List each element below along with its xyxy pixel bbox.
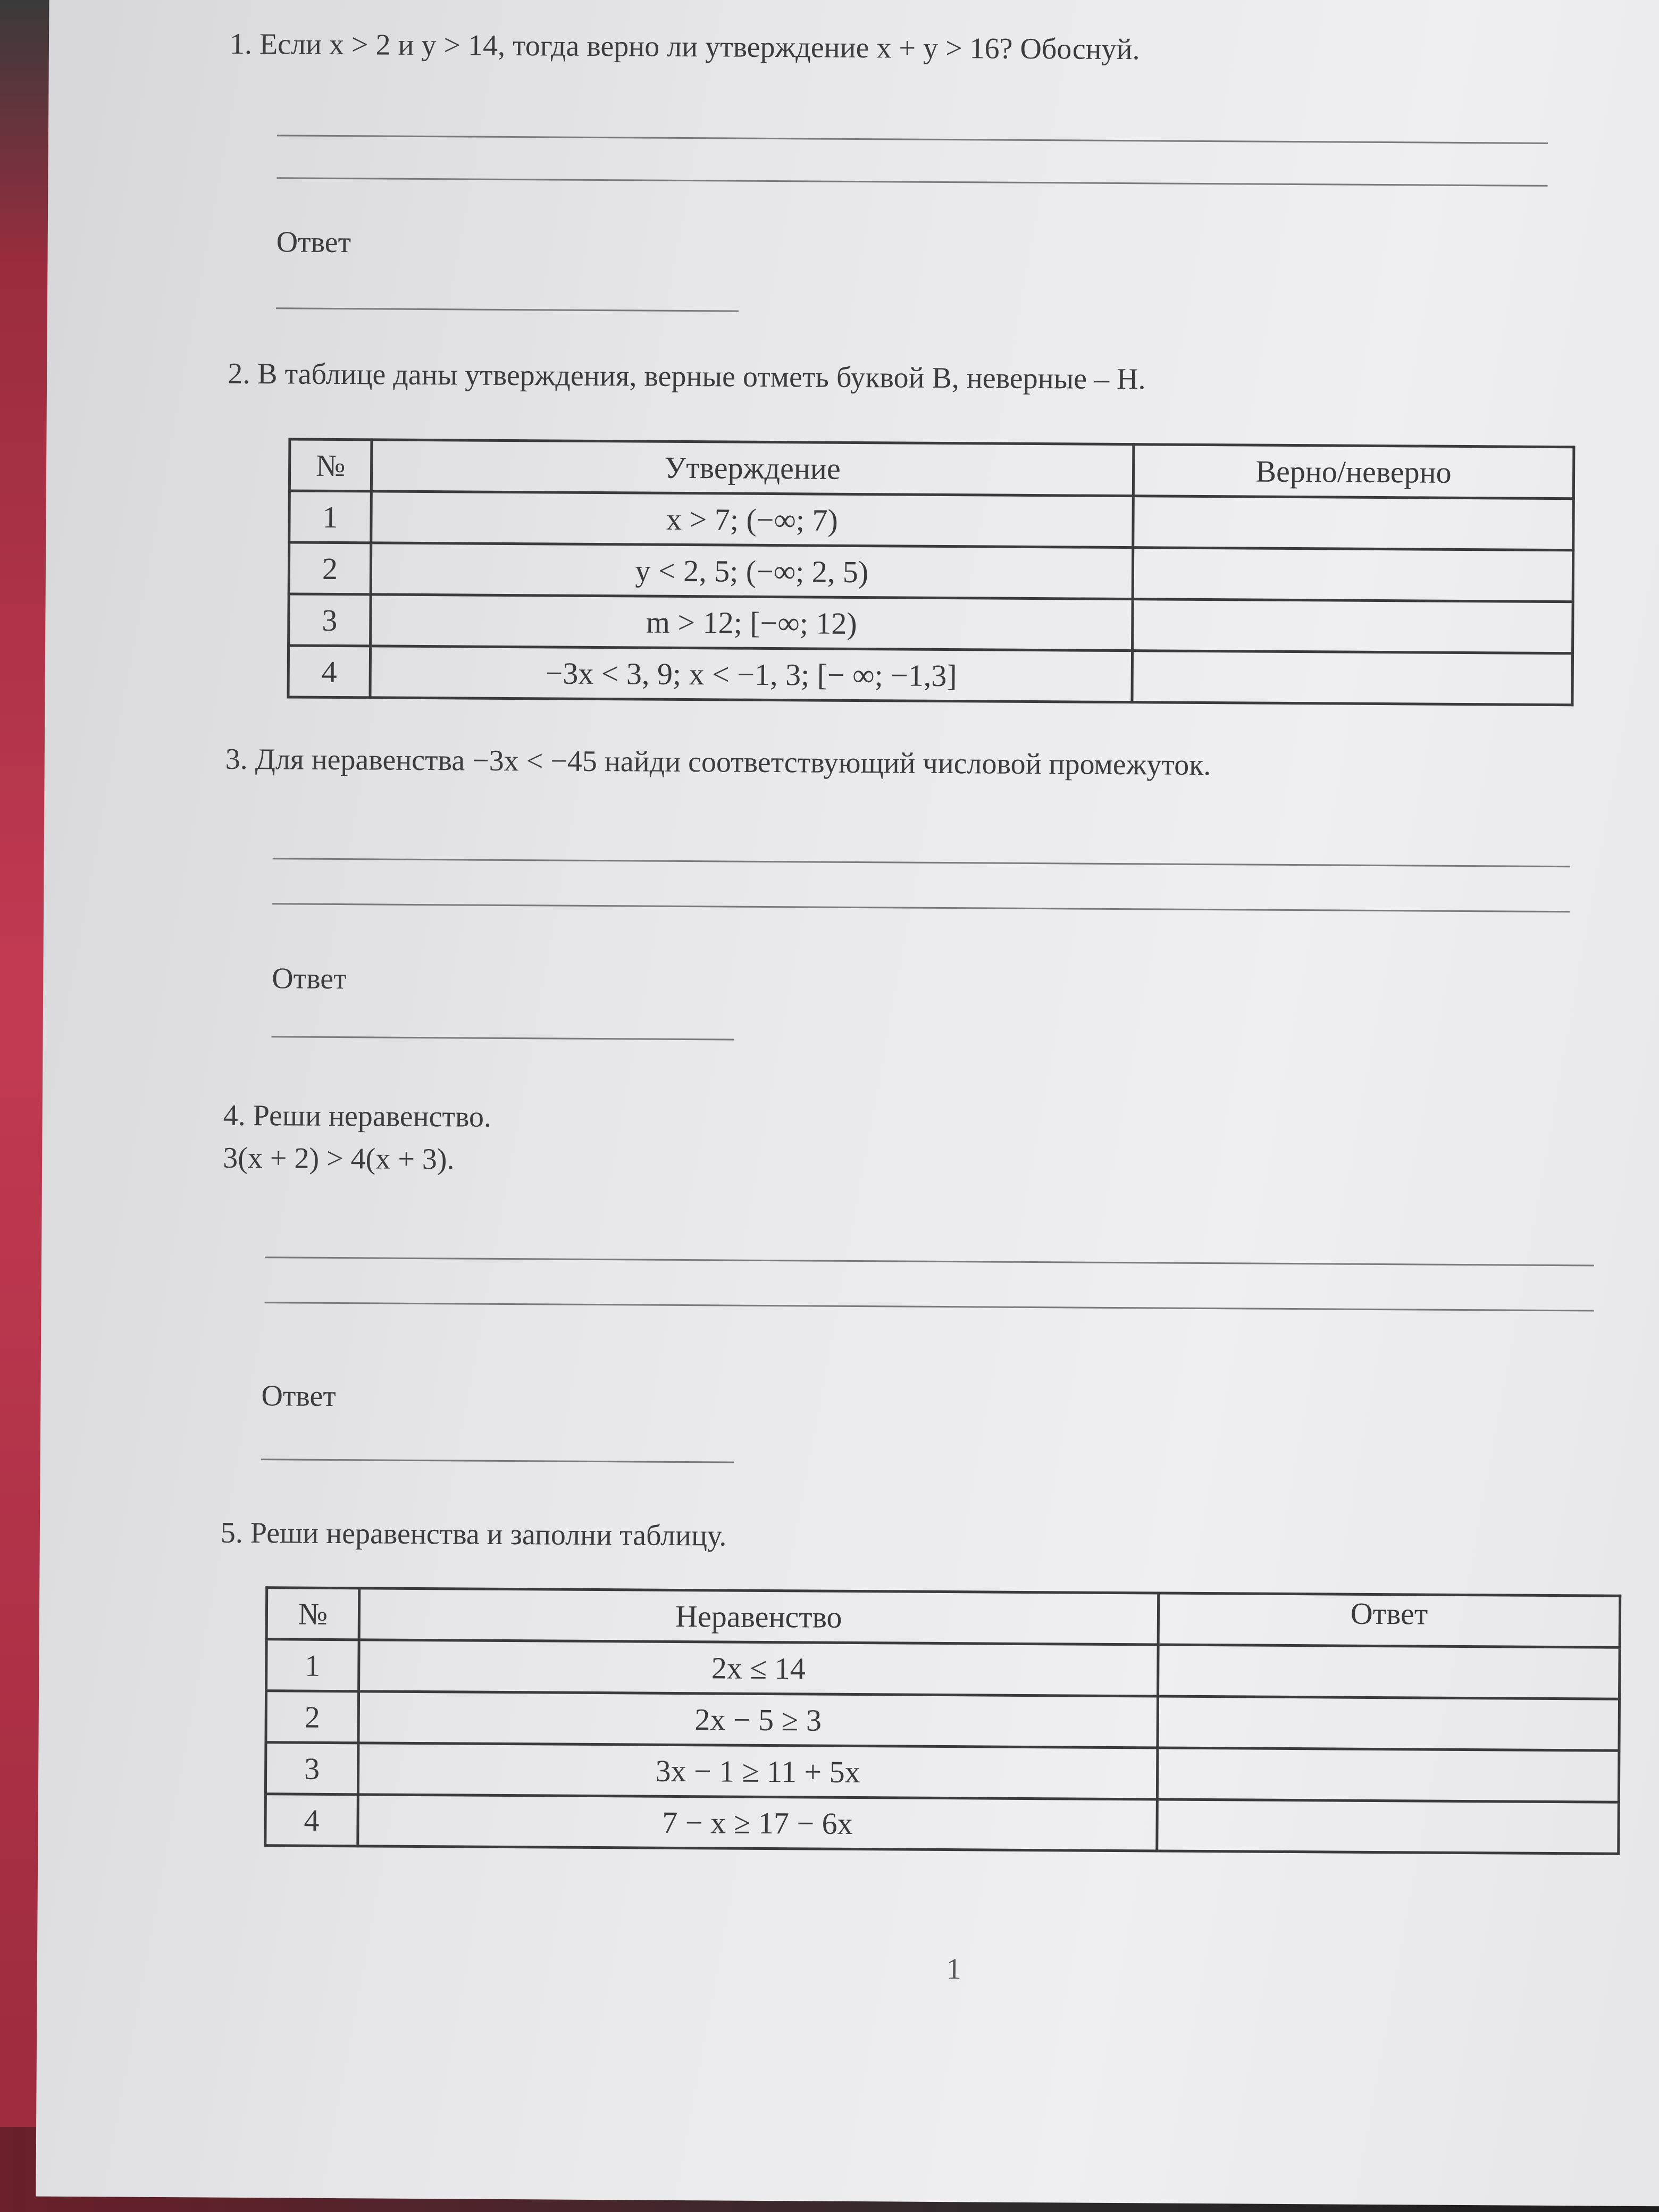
- q5-row-number: 2: [266, 1691, 358, 1743]
- q5-row-inequality: 2x ≤ 14: [358, 1640, 1158, 1696]
- table-row: [265, 1794, 1619, 1854]
- q1-answer-line[interactable]: [276, 307, 739, 312]
- q5-row-answer-cell[interactable]: [1158, 1696, 1619, 1750]
- q2-row-statement: −3x < 3, 9; x < −1, 3; [− ∞; −1,3]: [370, 646, 1132, 702]
- q5-row-number: 4: [265, 1794, 358, 1846]
- question-1-text: 1. Если x > 2 и y > 14, тогда верно ли утверждение x + y > 16? Обоснуй.: [229, 27, 1140, 66]
- q5-row-number: 1: [266, 1639, 359, 1691]
- table-row: [266, 1691, 1620, 1751]
- q3-answer-label: Ответ: [272, 962, 347, 996]
- question-4-expression: 3(x + 2) > 4(x + 3).: [223, 1141, 455, 1176]
- worksheet-content: [216, 0, 1623, 2196]
- q5-header-inequality: Неравенство: [359, 1588, 1159, 1645]
- q3-write-line-1[interactable]: [273, 858, 1570, 867]
- q5-table-header-row: [266, 1588, 1620, 1648]
- q2-row-number: 3: [289, 594, 371, 646]
- q2-row-statement: m > 12; [−∞; 12): [371, 594, 1133, 651]
- question-4-text: 4. Реши неравенство.: [223, 1099, 492, 1134]
- q2-row-number: 1: [289, 491, 372, 543]
- q2-row-verdict-cell[interactable]: [1132, 599, 1573, 653]
- q5-row-answer-cell[interactable]: [1158, 1645, 1620, 1699]
- q2-row-verdict-cell[interactable]: [1133, 548, 1573, 602]
- q5-header-answer: Ответ: [1158, 1593, 1620, 1647]
- q2-row-statement: y < 2, 5; (−∞; 2, 5): [371, 543, 1133, 599]
- table-row: [266, 1639, 1620, 1699]
- table-row: [265, 1742, 1619, 1803]
- q4-answer-label: Ответ: [261, 1379, 337, 1413]
- q5-header-number: №: [266, 1588, 359, 1640]
- table-row: [289, 594, 1573, 653]
- q4-answer-line[interactable]: [261, 1459, 734, 1463]
- q5-inequalities-table: [264, 1586, 1621, 1855]
- q1-write-line-1[interactable]: [277, 135, 1548, 144]
- q2-row-statement: x > 7; (−∞; 7): [371, 491, 1133, 548]
- q4-write-line-1[interactable]: [265, 1256, 1594, 1266]
- q3-answer-line[interactable]: [272, 1036, 734, 1040]
- question-3-text: 3. Для неравенства −3x < −45 найди соответствующий числовой промежуток.: [225, 742, 1211, 782]
- q2-header-verdict: Верно/неверно: [1133, 445, 1574, 499]
- q5-row-inequality: 2x − 5 ≥ 3: [358, 1691, 1158, 1748]
- worksheet-page: [36, 0, 1659, 2206]
- table-row: [289, 542, 1573, 602]
- q3-write-line-2[interactable]: [272, 903, 1570, 912]
- q5-row-answer-cell[interactable]: [1157, 1748, 1619, 1802]
- q2-row-verdict-cell[interactable]: [1133, 496, 1574, 550]
- q2-row-verdict-cell[interactable]: [1132, 651, 1573, 705]
- question-5-text: 5. Реши неравенства и заполни таблицу.: [220, 1516, 727, 1553]
- q1-write-line-2[interactable]: [276, 177, 1547, 187]
- q2-header-statement: Утверждение: [371, 440, 1133, 496]
- q2-table-header-row: [289, 439, 1574, 499]
- q1-answer-label: Ответ: [276, 225, 351, 259]
- q5-row-inequality: 7 − x ≥ 17 − 6x: [358, 1795, 1158, 1851]
- q2-row-number: 2: [289, 542, 371, 594]
- q4-write-line-2[interactable]: [265, 1302, 1594, 1311]
- q5-row-answer-cell[interactable]: [1157, 1799, 1619, 1854]
- q2-statements-table: [287, 438, 1575, 706]
- q2-row-number: 4: [288, 646, 371, 698]
- page-number: 1: [946, 1953, 962, 1986]
- table-row: [288, 646, 1573, 705]
- q5-row-number: 3: [265, 1742, 358, 1795]
- q5-row-inequality: 3x − 1 ≥ 11 + 5x: [358, 1743, 1158, 1799]
- table-row: [289, 491, 1574, 550]
- question-2-text: 2. В таблице даны утверждения, верные отметь буквой В, неверные – Н.: [228, 357, 1146, 396]
- q2-header-number: №: [289, 439, 372, 491]
